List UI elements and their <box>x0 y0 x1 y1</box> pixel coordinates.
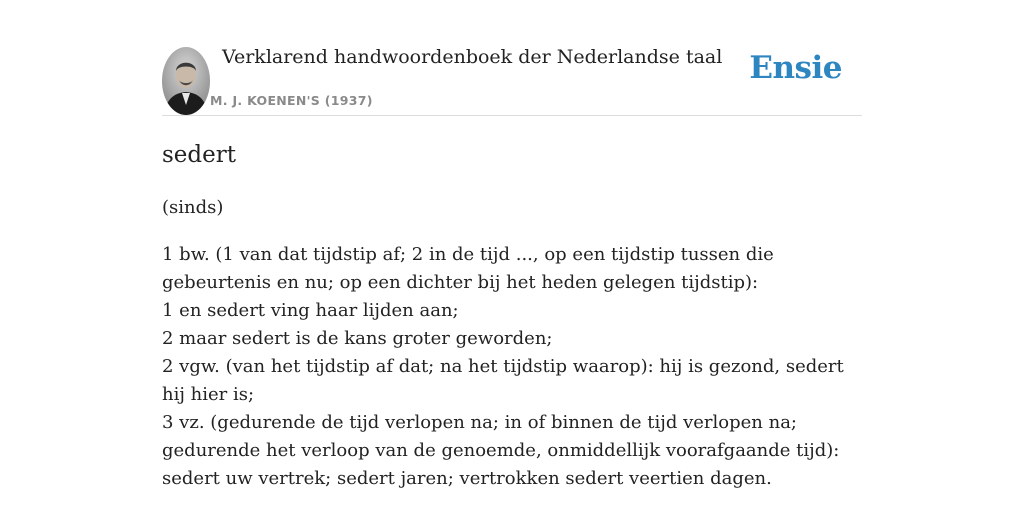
page <box>162 0 862 493</box>
entry-definition <box>162 241 862 493</box>
dictionary-title: Verklarend handwoordenboek der Nederlandse taal <box>222 46 723 68</box>
author-portrait-icon <box>162 47 210 115</box>
ensie-logo-link[interactable]: Ensie <box>749 50 842 86</box>
site-header <box>162 0 862 116</box>
definition-line: 3 vz. (gedurende de tijd verlopen na; in of binnen de tijd verlopen na; gedurende het verloop van de genoemde, onmiddellijk voorafgaande tijd): sedert uw vertrek; sedert jaren; vertrokken sedert veertien dagen. <box>162 412 840 489</box>
entry-headword: sedert <box>162 142 236 168</box>
definition-line: 1 bw. (1 van dat tijdstip af; 2 in de tijd ..., op een tijdstip tussen die gebeurtenis en nu; op een dichter bij het heden gelegen tijdstip): <box>162 244 774 293</box>
definition-line: 2 vgw. (van het tijdstip af dat; na het tijdstip waarop): hij is gezond, sedert hij hier is; <box>162 356 844 405</box>
entry-variant: (sinds) <box>162 197 224 218</box>
definition-line: 2 maar sedert is de kans groter geworden; <box>162 328 553 349</box>
definition-line: 1 en sedert ving haar lijden aan; <box>162 300 459 321</box>
dictionary-source: M. J. KOENEN'S (1937) <box>210 93 373 108</box>
